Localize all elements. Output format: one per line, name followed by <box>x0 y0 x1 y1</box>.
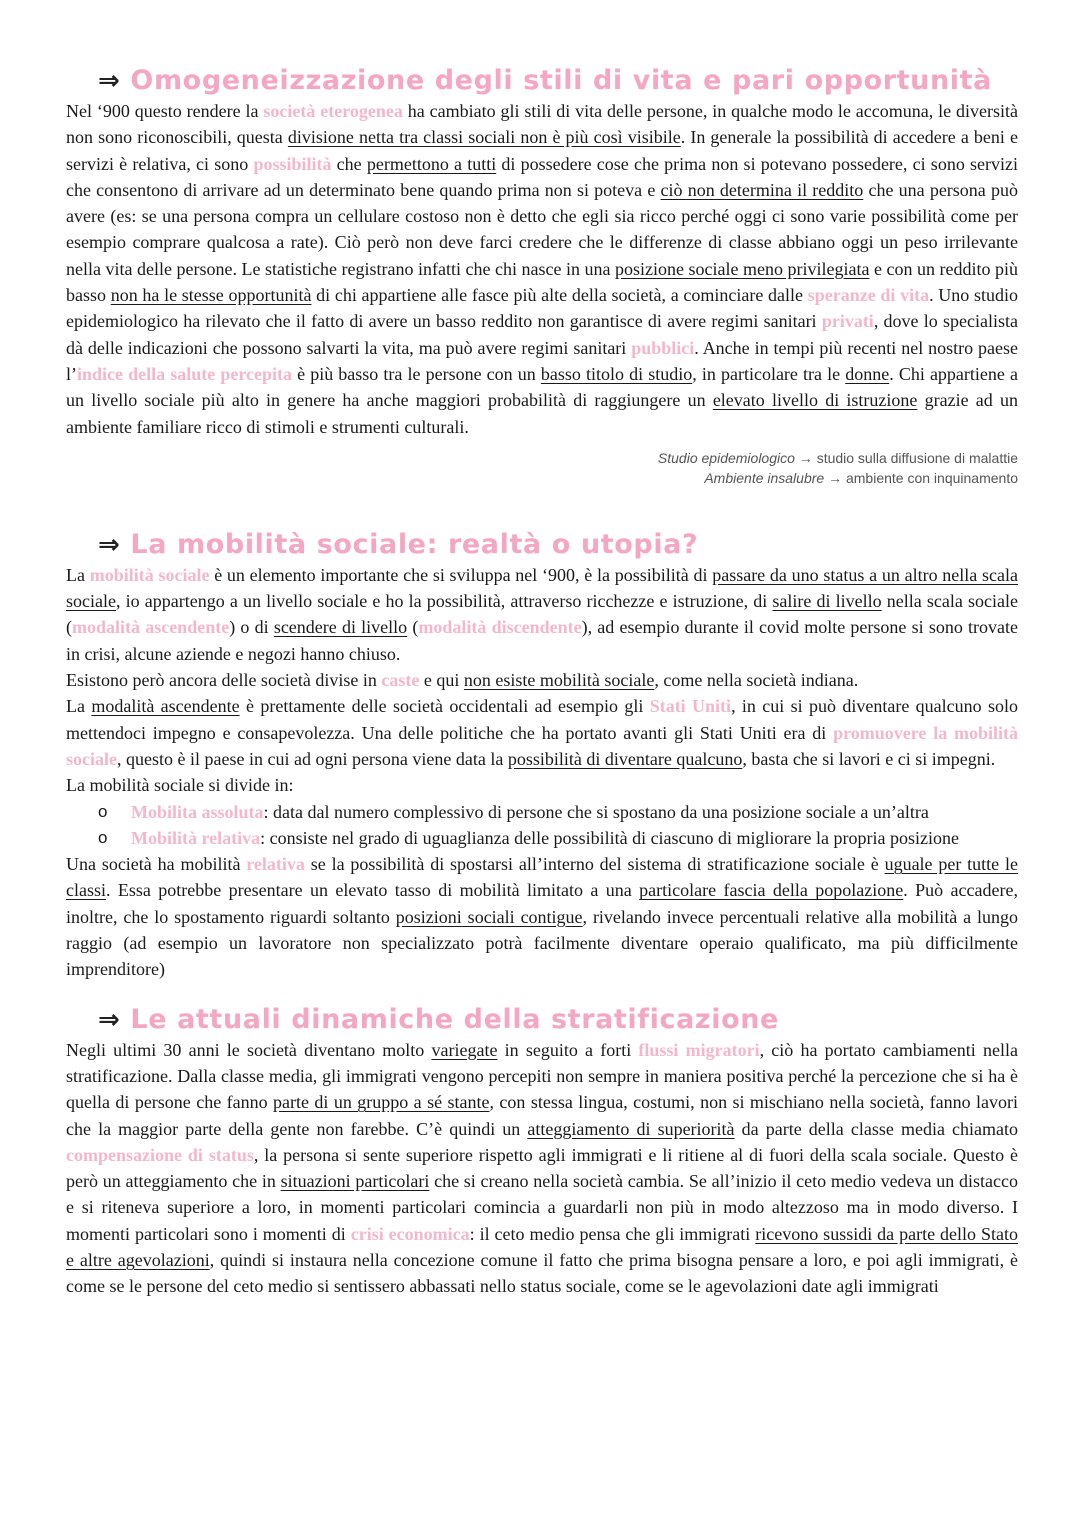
text-run: . Essa potrebbe presentare un elevato tasso di mobilità limitato a una <box>106 880 640 901</box>
paragraph <box>66 562 1018 667</box>
note-term: Ambiente insalubre <box>704 469 825 486</box>
underlined-phrase: posizione sociale meno privilegiata <box>614 258 870 279</box>
underlined-phrase: variegate <box>431 1039 498 1060</box>
text-run: da parte della classe media chiamato <box>734 1118 1019 1139</box>
note-line <box>66 448 1018 468</box>
underlined-phrase: uguale per tutte le classi <box>66 854 1018 901</box>
section-heading-dinamiche <box>66 1003 1018 1037</box>
text-run: , io appartengo a un livello sociale e ho la possibilità, attraverso ricchezze e istruzione, di <box>115 591 773 612</box>
underlined-phrase: situazioni particolari <box>280 1171 430 1192</box>
section-heading-omogeneizzazione <box>66 64 1018 98</box>
text-run: di chi appartiene alle fasce più alte della società, a cominciare dalle <box>311 285 808 306</box>
underlined-phrase: ricevono sussidi da parte dello Stato e altre agevolazioni <box>66 1223 1018 1270</box>
underlined-phrase: divisione netta tra classi sociali non è più così visibile <box>287 127 681 148</box>
double-arrow-icon: ⇒ <box>98 1004 121 1035</box>
text-run: , quindi si instaura nella concezione comune il fatto che prima bisogna pensare a loro, e poi agli immigrati, è come se le persone del ceto medio si sentissero abbassati nello status sociale, come se le agevolazioni date agli immigrati <box>66 1249 1018 1297</box>
paragraph <box>66 772 1018 798</box>
text-run: . Chi appartiene a un livello sociale più alto in genere ha anche maggiori probabilità di raggiungere un <box>66 363 1018 411</box>
text-run: che si creano nella società cambia. Se all’inizio il ceto medio vedeva un distacco e si riteneva superiore a loro, in momenti particolari comincia a guardarli non più in modo altezzoso ma in modo diverso. I momenti particolari sono i momenti di <box>66 1171 1018 1244</box>
underlined-phrase: passare da uno status a un altro nella scala sociale <box>66 564 1019 612</box>
text-run: , questo è il paese in cui ad ogni persona viene data la <box>117 748 508 769</box>
underlined-phrase: atteggiamento di superiorità <box>527 1118 735 1139</box>
text-run: in seguito a forti <box>497 1039 639 1060</box>
text-run: Una società ha mobilità <box>66 854 247 875</box>
highlighted-term: possibilità <box>253 153 332 174</box>
note-definition: studio sulla diffusione di malattie <box>816 449 1018 466</box>
paragraph <box>66 693 1018 772</box>
list-item <box>131 825 1018 851</box>
text-run: grazie ad un ambiente familiare ricco di stimoli e strumenti culturali. <box>66 390 1019 437</box>
double-arrow-icon: ⇒ <box>98 66 121 96</box>
highlighted-term: modalità ascendente <box>72 617 230 638</box>
text-run: . Anche in tempi più recenti nel nostro paese l’ <box>66 337 1018 384</box>
text-run: : consiste nel grado di uguaglianza delle possibilità di ciascuno di migliorare la propria posizione <box>260 827 959 848</box>
text-run: è più basso tra le persone con un <box>291 363 541 384</box>
highlighted-term: Mobilita assoluta <box>131 801 264 822</box>
highlighted-term: privati <box>821 311 874 332</box>
text-run: è prettamente delle società occidentali ad esempio gli <box>239 696 650 717</box>
highlighted-term: speranze di vita <box>807 285 930 306</box>
underlined-phrase: non ha le stesse opportunità <box>110 285 312 306</box>
text-run: se la possibilità di spostarsi all’interno del sistema di stratificazione sociale è <box>304 854 885 875</box>
text-run: ) o di <box>229 617 274 638</box>
underlined-phrase: donne <box>845 363 890 384</box>
text-run: , come nella società indiana. <box>654 670 859 691</box>
paragraph <box>66 851 1018 982</box>
underlined-phrase: elevato livello di istruzione <box>712 390 918 411</box>
document-page <box>66 64 1018 1300</box>
underlined-phrase: basso titolo di studio <box>540 363 693 384</box>
heading-text: Omogeneizzazione degli stili di vita e pari opportunità <box>130 65 992 96</box>
text-run: : data dal numero complessivo di persone che si spostano da una posizione sociale a un’altra <box>263 801 929 822</box>
text-run: , basta che si lavori e ci si impegni. <box>742 748 996 769</box>
highlighted-term: promuovere la mobilità sociale <box>66 722 1019 769</box>
text-run: e con un reddito più basso <box>66 258 1018 306</box>
text-run: . In generale la possibilità di accedere a beni e servizi è relativa, ci sono <box>66 127 1018 174</box>
text-run: , rivelando invece percentuali relative alla mobilità a lungo raggio (ad esempio un lavoratore non specializzato potrà facilmente diventare operaio qualificato, ma più difficilmente imprenditore) <box>66 906 1019 980</box>
text-run: , ciò ha portato cambiamenti nella stratificazione. Dalla classe media, gli immigrati vengono percepiti non sempre in maniera positiva perché la percezione che si ha è quella di persone che fanno <box>66 1039 1018 1113</box>
text-run: . Può accadere, inoltre, che lo spostamento riguardi soltanto <box>66 880 1018 927</box>
text-run: Nel ‘900 questo rendere la <box>66 101 264 121</box>
text-run: ( <box>407 617 419 638</box>
text-run: . Uno studio epidemiologico ha rilevato che il fatto di avere un basso reddito non garantisce di avere regimi sanitari <box>66 285 1018 332</box>
highlighted-term: pubblici <box>631 337 695 358</box>
text-run: , in particolare tra le <box>692 363 846 384</box>
text-run: che una persona può avere (es: se una persona compra un cellulare costoso non è detto che egli sia ricco perché oggi ci sono varie possibilità come per esempio comprare qualcosa a rate). Ciò però non deve farci credere che le differenze di classe abbiano oggi un peso irrilevante nella vita delle persone. Le statistiche registrano infatti che chi nasce in una <box>66 179 1018 279</box>
double-arrow-icon: ⇒ <box>98 529 121 560</box>
highlighted-term: caste <box>381 670 420 691</box>
text-run: , in cui si può diventare qualcuno solo mettendoci impegno e consapevolezza. Una delle politiche che ha portato avanti gli Stati Uniti era di <box>66 696 1019 743</box>
note-definition: ambiente con inquinamento <box>845 469 1018 486</box>
text-run: ), ad esempio durante il covid molte persone si sono trovate in crisi, alcune aziende e negozi hanno chiuso. <box>66 617 1019 664</box>
text-run: è un elemento importante che si sviluppa nel ‘900, è la possibilità di <box>209 564 713 585</box>
note-line <box>66 468 1018 488</box>
text-run: e qui <box>419 670 464 691</box>
paragraph <box>66 98 1018 440</box>
highlighted-term: modalità discendente <box>418 617 582 638</box>
list-item <box>131 799 1018 825</box>
heading-text: La mobilità sociale: realtà o utopia? <box>130 528 699 560</box>
text-run: La mobilità sociale si divide in: <box>66 775 294 796</box>
highlighted-term: flussi migratori <box>638 1039 760 1060</box>
text-run: , con stessa lingua, costumi, non si mischiano nella società, fanno lavori che la maggior parte della gente non farebbe. C’è quindi un <box>66 1092 1019 1139</box>
text-run: La <box>66 564 90 585</box>
highlighted-term: mobilità sociale <box>89 564 210 585</box>
underlined-phrase: salire di livello <box>772 591 882 612</box>
paragraph <box>66 1037 1018 1300</box>
underlined-phrase: possibilità di diventare qualcuno <box>507 748 743 769</box>
underlined-phrase: particolare fascia della popolazione <box>639 880 904 901</box>
text-run: La <box>66 696 92 717</box>
heading-text: Le attuali dinamiche della stratificazione <box>130 1003 779 1035</box>
arrow-right-icon: → <box>828 469 843 486</box>
underlined-phrase: posizioni sociali contigue <box>395 906 583 927</box>
text-run: , la persona si sente superiore rispetto agli immigrati e li ritiene al di fuori della scala sociale. Questo è però un atteggiamento che in <box>66 1144 1018 1192</box>
note-term: Studio epidemiologico <box>657 449 795 466</box>
underlined-phrase: permettono a tutti <box>366 153 497 174</box>
underlined-phrase: scendere di livello <box>273 617 408 638</box>
text-run: Negli ultimi 30 anni le società diventano molto <box>66 1039 432 1060</box>
arrow-right-icon: → <box>798 449 813 466</box>
text-run: : il ceto medio pensa che gli immigrati <box>469 1223 756 1244</box>
section-heading-mobilita <box>66 528 1018 562</box>
underlined-phrase: non esiste mobilità sociale <box>463 670 655 691</box>
highlighted-term: compensazione di status <box>66 1144 254 1165</box>
text-run: ha cambiato gli stili di vita delle persone, in qualche modo le accomuna, le diversità non sono riconoscibili, questa <box>66 101 1019 148</box>
text-run: nella scala sociale ( <box>66 591 1018 638</box>
highlighted-term: indice della salute percepita <box>77 363 292 384</box>
mobility-types-list <box>66 799 1018 852</box>
paragraph <box>66 667 1018 693</box>
highlighted-term: relativa <box>246 854 305 875</box>
text-run: , dove lo specialista dà delle indicazioni che possono salvarti la vita, ma può avere regimi sanitari <box>66 311 1018 358</box>
text-run: che <box>331 153 367 174</box>
highlighted-term: crisi economica <box>350 1223 470 1244</box>
highlighted-term: società eterogenea <box>263 101 403 121</box>
text-run: di possedere cose che prima non si potevano possedere, ci sono servizi che consentono di arrivare ad un determinato bene quando prima non si poteva e <box>66 153 1018 200</box>
underlined-phrase: modalità ascendente <box>91 696 240 717</box>
underlined-phrase: parte di un gruppo a sé stante <box>273 1092 490 1113</box>
text-run: Esistono però ancora delle società divise in <box>66 670 382 691</box>
side-notes <box>66 448 1018 488</box>
underlined-phrase: ciò non determina il reddito <box>660 179 864 200</box>
highlighted-term: Stati Uniti <box>649 696 732 717</box>
highlighted-term: Mobilità relativa <box>131 827 261 848</box>
